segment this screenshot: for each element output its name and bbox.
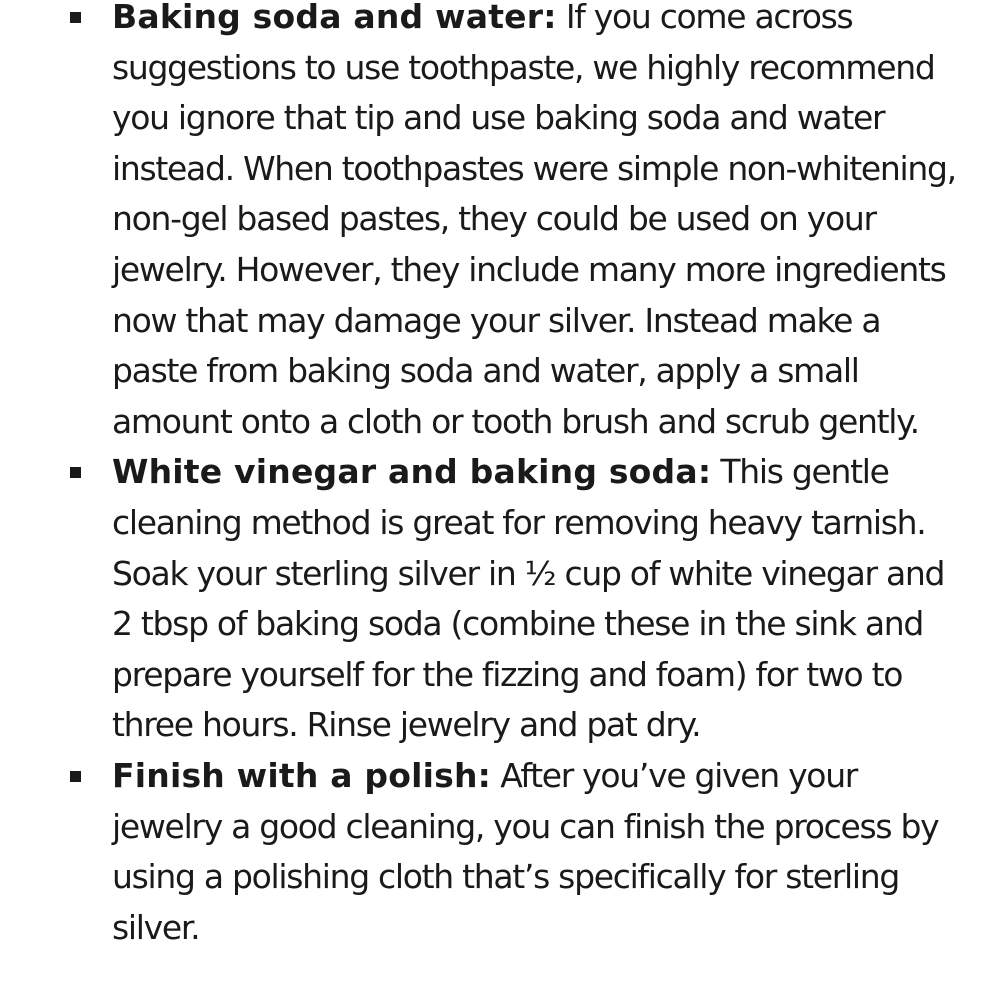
tip-text: After you’ve given your jewelry a good cleaning, you can finish the process by using a polishing cloth that’s specifically for sterling silver.: [112, 755, 939, 947]
tip-term: Finish with a polish:: [112, 755, 492, 795]
list-item: [0, 0, 1000, 447]
tip-term: White vinegar and baking soda:: [112, 452, 712, 492]
square-bullet-icon: [70, 467, 81, 478]
list-item: [0, 447, 1000, 751]
list-item: [0, 751, 1000, 953]
square-bullet-icon: [70, 771, 81, 782]
tip-text: This gentle cleaning method is great for removing heavy tarnish. Soak your sterling silver in ½ cup of white vinegar and 2 tbsp of baking soda (combine these in the sink and prepare yourself for the fizzing and foam) for two to three hours. Rinse jewelry and pat dry.: [112, 452, 945, 745]
tip-text: If you come across suggestions to use toothpaste, we highly recommend you ignore that tip and use baking soda and water instead. When toothpastes were simple non-whitening, non-gel based pastes, they could be used on your jewelry. However, they include many more ingredients now that may damage your silver. Instead make a paste from baking soda and water, apply a small amount onto a cloth or tooth brush and scrub gently.: [112, 0, 956, 441]
square-bullet-icon: [70, 12, 81, 23]
tip-term: Baking soda and water:: [112, 0, 557, 36]
